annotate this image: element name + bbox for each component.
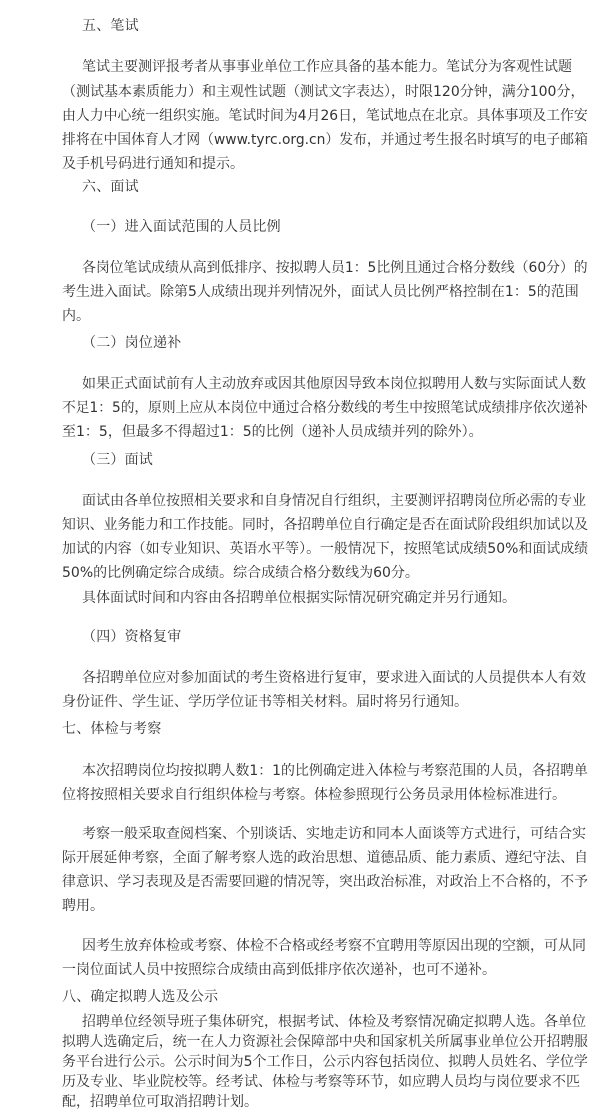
paragraph-line: 聘用。 <box>62 898 104 914</box>
paragraph-line: 身份证件、学生证、学历学位证书等相关材料。届时将另行通知。 <box>62 694 468 710</box>
paragraph-line: 务平台进行公示。公示时间为5个工作日，公示内容包括岗位、拟聘人员姓名、学位学 <box>62 1054 588 1070</box>
paragraph-line: 50%的比例确定综合成绩。综合成绩合格分数线为60分。 <box>62 565 419 581</box>
paragraph-line: 拟聘人选确定后，统一在人力资源社会保障部中央和国家机关所属事业单位公开招聘服 <box>62 1034 588 1050</box>
paragraph-line: 知识、业务能力和工作技能。同时，各招聘单位自行确定是否在面试阶段组织加试以及 <box>62 517 588 533</box>
paragraph-line: 考察一般采取查阅档案、个别谈话、实地走访和同本人面谈等方式进行，可结合实 <box>82 826 586 842</box>
paragraph-line: 内。 <box>62 308 90 324</box>
paragraph-line: 一岗位面试人员中按照综合成绩由高到低排序依次递补，也可不递补。 <box>62 962 496 978</box>
subsection-heading: （二）岗位递补 <box>82 335 182 351</box>
paragraph-line: 考生进入面试。除第5人成绩出现并列情况外，面试人员比例严格控制在1：5的范围 <box>62 284 579 300</box>
paragraph-line: 配，招聘单位可取消招聘计划。 <box>62 1094 258 1110</box>
paragraph-line: 排将在中国体育人才网（www.tyrc.org.cn）发布，并通过考生报名时填写的电子邮箱 <box>62 132 588 148</box>
paragraph-line: 历及专业、毕业院校等。经考试、体检与考察等环节，如应聘人员均与岗位要求不匹 <box>62 1074 580 1090</box>
paragraph-line: 至1：5，但最多不得超过1：5的比例（递补人员成绩并列的除外）。 <box>62 424 483 440</box>
paragraph-line: 由人力中心统一组织实施。笔试时间为4月26日，笔试地点在北京。具体事项及工作安 <box>62 108 588 124</box>
paragraph-line: 如果正式面试前有人主动放弃或因其他原因导致本岗位拟聘用人数与实际面试人数 <box>82 376 586 392</box>
paragraph-line: 具体面试时间和内容由各招聘单位根据实际情况研究确定并另行通知。 <box>82 590 516 606</box>
paragraph-line: 笔试主要测评报考者从事事业单位工作应具备的基本能力。笔试分为客观性试题 <box>82 59 572 75</box>
section-heading: 六、面试 <box>82 179 139 195</box>
paragraph-line: 本次招聘岗位均按拟聘人数1：1的比例确定进入体检与考察范围的人员，各招聘单 <box>82 763 588 779</box>
paragraph-line: 招聘单位经领导班子集体研究，根据考试、体检及考察情况确定拟聘人选。各单位 <box>82 1014 586 1030</box>
section-heading: 七、体检与考察 <box>62 721 162 737</box>
paragraph-line: 位将按照相关要求自行组织体检与考察。体检参照现行公务员录用体检标准进行。 <box>62 787 566 803</box>
paragraph-line: 面试由各单位按照相关要求和自身情况自行组织，主要测评招聘岗位所必需的专业 <box>82 493 586 509</box>
paragraph-line: 因考生放弃体检或考察、体检不合格或经考察不宜聘用等原因出现的空额，可从同 <box>82 938 586 954</box>
paragraph-line: 各岗位笔试成绩从高到低排序、按拟聘人员1：5比例且通过合格分数线（60分）的 <box>82 260 588 276</box>
paragraph-line: 不足1：5的，原则上应从本岗位中通过合格分数线的考生中按照笔试成绩排序依次递补 <box>62 400 588 416</box>
subsection-heading: （一）进入面试范围的人员比例 <box>82 219 281 235</box>
subsection-heading: （四）资格复审 <box>82 629 182 645</box>
paragraph-line: 际开展延伸考察，全面了解考察人选的政治思想、道德品质、能力素质、遵纪守法、自 <box>62 850 588 866</box>
paragraph-line: 律意识、学习表现及是否需要回避的情况等，突出政治标准，对政治上不合格的，不予 <box>62 874 588 890</box>
subsection-heading: （三）面试 <box>82 452 153 468</box>
paragraph-line: （测试基本素质能力）和主观性试题（测试文字表达），时限120分钟，满分100分， <box>62 84 585 100</box>
paragraph-line: 各招聘单位应对参加面试的考生资格进行复审，要求进入面试的人员提供本人有效 <box>82 670 586 686</box>
paragraph-line: 加试的内容（如专业知识、英语水平等）。一般情况下，按照笔试成绩50%和面试成绩 <box>62 541 589 557</box>
section-heading: 八、确定拟聘人选及公示 <box>62 989 219 1005</box>
section-heading: 五、笔试 <box>82 18 139 34</box>
paragraph-line: 及手机号码进行通知和提示。 <box>62 156 244 172</box>
